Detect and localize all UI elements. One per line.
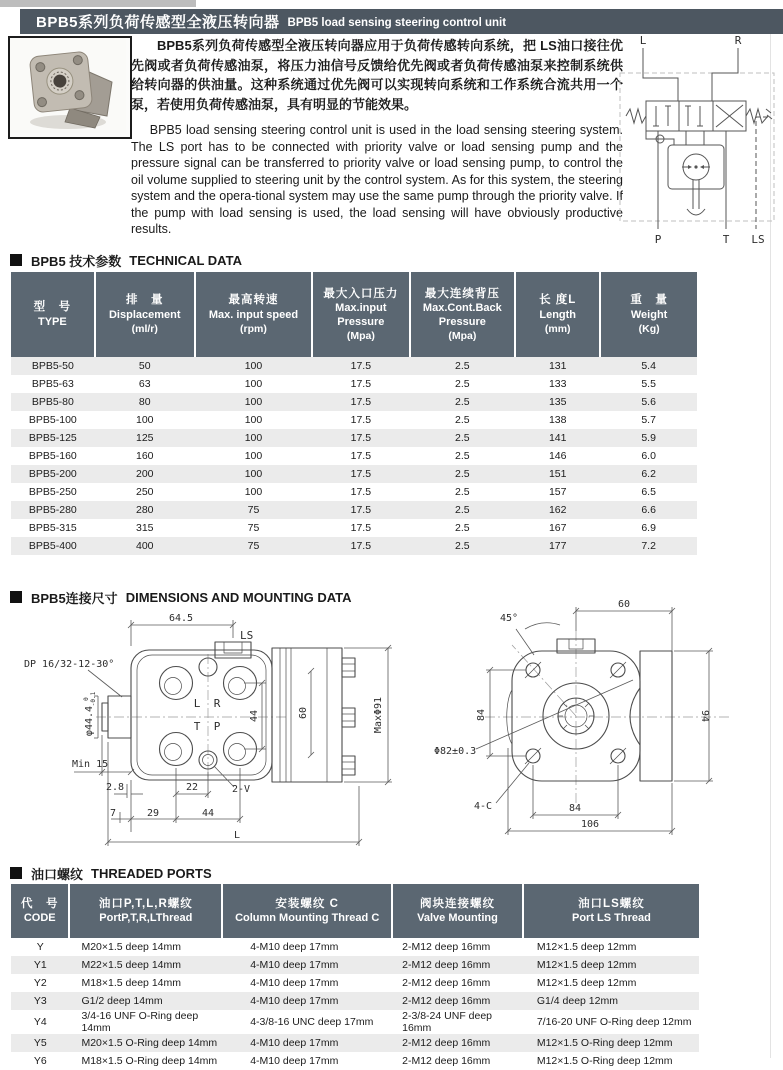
- table-cell: 2-M12 deep 16mm: [402, 1055, 491, 1067]
- table-cell: 135: [548, 396, 567, 408]
- table-cell: Y2: [33, 977, 47, 989]
- circuit-boundary-box: [620, 73, 774, 221]
- section-title-technical: [10, 252, 242, 268]
- dim-4-c: 4-C: [474, 801, 493, 812]
- dim-dp-spline: DP 16/32-12-30°: [24, 659, 115, 670]
- table-cell: 100: [244, 450, 263, 462]
- dim-84-bottom: 84: [568, 803, 582, 814]
- section-title-ports-zh: 油口螺纹: [31, 866, 84, 882]
- table-header-row: [11, 884, 699, 938]
- table-cell: 2.5: [455, 486, 470, 498]
- table-cell: M12×1.5 O-Ring deep 12mm: [536, 1055, 673, 1067]
- table-cell: 17.5: [350, 522, 372, 534]
- table-cell: BPB5-160: [28, 450, 77, 462]
- section-title-technical-zh: BPB5 技术参数: [31, 253, 122, 269]
- table-row: [11, 1052, 699, 1070]
- table-cell: 2-M12 deep 16mm: [402, 995, 491, 1007]
- table-cell: 2-M12 deep 16mm: [402, 1037, 491, 1049]
- table-cell: 2-M12 deep 16mm: [402, 977, 491, 989]
- side-port-t-label: T: [193, 720, 201, 733]
- table-row: [11, 501, 697, 519]
- table-cell: 400: [135, 540, 154, 552]
- page-title-zh: BPB5系列负荷传感型全液压转向器: [36, 14, 280, 31]
- dim-7: 7: [110, 808, 117, 819]
- front-view-drawing: [430, 593, 783, 845]
- table-row: [11, 375, 697, 393]
- table-cell: Y4: [33, 1016, 47, 1028]
- table-cell: 125: [135, 432, 154, 444]
- table-cell: 50: [138, 360, 151, 372]
- table-cell: 2-M12 deep 16mm: [402, 959, 491, 971]
- table-cell: 157: [548, 486, 567, 498]
- table-cell: 2.5: [455, 504, 470, 516]
- dim-106: 106: [580, 819, 600, 830]
- dim-29: 29: [146, 808, 160, 819]
- col-max-input-pressure: 最大入口压力 Max.input Pressure (Mpa): [312, 272, 409, 357]
- table-cell: 100: [244, 414, 263, 426]
- section-bullet-icon: [10, 254, 22, 266]
- table-cell: 63: [138, 378, 151, 390]
- table-row: [11, 992, 699, 1010]
- col-displacement: 排 量 Displacement (ml/r): [95, 272, 195, 357]
- table-cell: G1/4 deep 12mm: [536, 995, 618, 1007]
- table-cell: 6.0: [641, 450, 656, 462]
- product-photo: [8, 36, 132, 139]
- dimension-lines: [74, 620, 392, 846]
- table-cell: 17.5: [350, 396, 372, 408]
- metering-motor-symbol: [668, 145, 724, 215]
- table-cell: 5.6: [641, 396, 656, 408]
- table-cell: 280: [135, 504, 154, 516]
- dim-44: 44: [249, 709, 260, 723]
- intro-paragraph-zh: BPB5系列负荷传感型全液压转向器应用于负荷传感转向系统，把 LS油口接往优先阀或者负荷传感油泵，将压力油信号反馈给优先阀或者负荷传感油泵来控制系统供给转向器的供油量。这种系统通过优先阀可以实现转向系统和工作系统合流共用一个泵，若使用负荷传感油泵，具有明显的节能效果。: [131, 38, 623, 112]
- table-cell: 5.7: [641, 414, 656, 426]
- col-max-back-pressure: 最大连续背压 Max.Cont.Back Pressure (Mpa): [410, 272, 516, 357]
- table-cell: 100: [135, 414, 154, 426]
- dim-shaft-tol-lo: -0.1: [90, 691, 97, 707]
- table-row: [11, 465, 697, 483]
- col-column-mounting: 安装螺纹 C Column Mounting Thread C: [222, 884, 392, 938]
- table-cell: Y5: [33, 1037, 47, 1049]
- circuit-port-ls-label: LS: [751, 233, 765, 246]
- col-weight: 重 量 Weight (Kg): [600, 272, 697, 357]
- dim-44-bottom: 44: [201, 808, 215, 819]
- rear-body: [640, 651, 672, 781]
- table-cell: 5.9: [641, 432, 656, 444]
- dim-2-8: 2.8: [106, 782, 125, 793]
- section-title-technical-en: TECHNICAL DATA: [129, 252, 242, 268]
- table-cell: M12×1.5 deep 12mm: [536, 941, 637, 953]
- table-cell: BPB5-63: [31, 378, 74, 390]
- table-cell: BPB5-80: [31, 396, 74, 408]
- table-cell: 75: [247, 522, 260, 534]
- table-cell: Y3: [33, 995, 47, 1007]
- table-cell: 4-3/8-16 UNC deep 17mm: [250, 1016, 374, 1028]
- table-cell: 6.6: [641, 504, 656, 516]
- table-cell: 160: [135, 450, 154, 462]
- table-cell: M20×1.5 deep 14mm: [81, 941, 181, 953]
- table-cell: BPB5-315: [28, 522, 77, 534]
- col-port-thread: 油口P,T,L,R螺纹 PortP,T,R,LThread: [69, 884, 222, 938]
- table-cell: 4-M10 deep 17mm: [250, 995, 339, 1007]
- table-row: [11, 393, 697, 411]
- table-row: [11, 537, 697, 555]
- page-title-en: BPB5 load sensing steering control unit: [287, 16, 507, 29]
- intro-text: [131, 36, 623, 238]
- table-cell: G1/2 deep 14mm: [81, 995, 163, 1007]
- table-cell: BPB5-400: [28, 540, 77, 552]
- circuit-lines: [643, 48, 768, 229]
- table-cell: BPB5-250: [28, 486, 77, 498]
- table-cell: 17.5: [350, 360, 372, 372]
- col-valve-mounting: 阀块连接螺纹 Valve Mounting: [392, 884, 523, 938]
- table-cell: 2.5: [455, 378, 470, 390]
- table-cell: 2.5: [455, 432, 470, 444]
- side-port-r-label: R: [213, 697, 221, 710]
- table-cell: Y6: [33, 1055, 47, 1067]
- table-cell: 250: [135, 486, 154, 498]
- table-cell: 100: [244, 432, 263, 444]
- table-cell: M12×1.5 deep 12mm: [536, 959, 637, 971]
- centerlines: [485, 631, 730, 803]
- col-max-input-speed: 最高转速 Max. input speed (rpm): [195, 272, 312, 357]
- side-port-l-label: L: [193, 697, 201, 710]
- table-cell: 167: [548, 522, 567, 534]
- circuit-port-l-label: L: [639, 34, 647, 47]
- dim-max-91: MaxΦ91: [373, 696, 384, 734]
- table-cell: 2.5: [455, 414, 470, 426]
- table-row: [11, 956, 699, 974]
- table-cell: 138: [548, 414, 567, 426]
- table-cell: BPB5-125: [28, 432, 77, 444]
- dim-length-l: L: [233, 830, 241, 841]
- dim-94-right: 94: [699, 709, 710, 723]
- table-cell: 75: [247, 540, 260, 552]
- table-row: [11, 483, 697, 501]
- circuit-port-r-label: R: [734, 34, 742, 47]
- dim-min15: Min 15: [72, 759, 109, 770]
- table-cell: 2.5: [455, 468, 470, 480]
- table-cell: 4-M10 deep 17mm: [250, 1055, 339, 1067]
- table-cell: 146: [548, 450, 567, 462]
- dim-bore-82: Φ82±0.3: [434, 746, 477, 757]
- table-cell: M18×1.5 O-Ring deep 14mm: [81, 1055, 218, 1067]
- table-cell: 17.5: [350, 468, 372, 480]
- table-cell: 2.5: [455, 396, 470, 408]
- table-cell: 3/4-16 UNF O-Ring deep 14mm: [81, 1010, 199, 1034]
- table-cell: 2.5: [455, 450, 470, 462]
- table-cell: 100: [244, 486, 263, 498]
- section-title-dimensions-en: DIMENSIONS AND MOUNTING DATA: [125, 589, 352, 605]
- table-cell: 2.5: [455, 360, 470, 372]
- table-cell: M12×1.5 O-Ring deep 12mm: [536, 1037, 673, 1049]
- table-cell: 5.4: [641, 360, 656, 372]
- dim-shaft-tol-hi: 0: [83, 697, 90, 701]
- table-cell: 2-M12 deep 16mm: [402, 941, 491, 953]
- section-bullet-icon: [10, 867, 22, 879]
- table-cell: BPB5-200: [28, 468, 77, 480]
- table-cell: 131: [548, 360, 567, 372]
- dim-64-5: 64.5: [168, 613, 194, 624]
- table-cell: 17.5: [350, 378, 372, 390]
- side-port-p-label: P: [213, 720, 221, 733]
- table-row: [11, 1034, 699, 1052]
- table-cell: 17.5: [350, 486, 372, 498]
- table-row: [11, 938, 699, 956]
- dim-45deg: 45°: [500, 613, 519, 624]
- table-cell: BPB5-50: [31, 360, 74, 372]
- page-title-bar: [20, 9, 783, 34]
- table-cell: M12×1.5 deep 12mm: [536, 977, 637, 989]
- dim-shaft-dia: φ44.4: [84, 705, 95, 737]
- table-cell: 17.5: [350, 432, 372, 444]
- dim-ls-label: LS: [240, 629, 254, 642]
- table-cell: 315: [135, 522, 154, 534]
- col-length: 长 度L Length (mm): [515, 272, 600, 357]
- table-cell: M18×1.5 deep 14mm: [81, 977, 181, 989]
- table-cell: 2.5: [455, 540, 470, 552]
- page-edge-strip: [0, 0, 196, 7]
- table-row: [11, 357, 697, 375]
- dim-84-left: 84: [476, 708, 487, 722]
- intro-paragraph-en: BPB5 load sensing steering control unit is used in the load sensing steering system. The LS port has to be connected with priority valve or load sensing pump and the pressure signal can be transferred to priority valve or load sensing pump, to control the oil volume supplied to steering unit by the control system. As for this system, the steering system and the opera-tional system may use the same pump through the priority valve. If the pump with load sensing is used, the load sensing will have obviously productive results.: [131, 123, 623, 236]
- col-type: 型 号 TYPE: [11, 272, 95, 357]
- steering-unit-image: [10, 38, 126, 133]
- dim-22: 22: [185, 782, 199, 793]
- dim-60-top: 60: [617, 599, 631, 610]
- table-cell: 17.5: [350, 450, 372, 462]
- table-cell: 200: [135, 468, 154, 480]
- table-row: [11, 1010, 699, 1034]
- spring-symbols: [626, 109, 772, 123]
- table-cell: 177: [548, 540, 567, 552]
- table-cell: 7/16-20 UNF O-Ring deep 12mm: [536, 1016, 692, 1028]
- table-cell: 4-M10 deep 17mm: [250, 977, 339, 989]
- table-row: [11, 411, 697, 429]
- table-cell: 162: [548, 504, 567, 516]
- table-cell: 5.5: [641, 378, 656, 390]
- flange-outline: [507, 651, 640, 781]
- table-cell: 6.9: [641, 522, 656, 534]
- table-cell: 17.5: [350, 504, 372, 516]
- section-title-ports: [10, 865, 212, 881]
- table-cell: 4-M10 deep 17mm: [250, 959, 339, 971]
- dim-2-v: 2-V: [232, 784, 251, 795]
- technical-data-table: [11, 272, 697, 555]
- table-cell: 6.2: [641, 468, 656, 480]
- table-cell: 4-M10 deep 17mm: [250, 1037, 339, 1049]
- table-cell: BPB5-100: [28, 414, 77, 426]
- directional-valve-symbol: [646, 101, 746, 131]
- table-cell: 100: [244, 468, 263, 480]
- table-cell: M20×1.5 O-Ring deep 14mm: [81, 1037, 218, 1049]
- table-row: [11, 429, 697, 447]
- col-ls-thread: 油口LS螺纹 Port LS Thread: [523, 884, 699, 938]
- table-cell: 17.5: [350, 414, 372, 426]
- table-cell: 2-3/8-24 UNF deep 16mm: [402, 1010, 493, 1034]
- table-cell: 100: [244, 378, 263, 390]
- table-row: [11, 447, 697, 465]
- table-cell: Y: [36, 941, 44, 953]
- hydraulic-circuit-diagram: [616, 33, 783, 251]
- table-cell: 151: [548, 468, 567, 480]
- circuit-port-p-label: P: [654, 233, 662, 246]
- side-view-drawing: [10, 600, 430, 848]
- table-cell: BPB5-280: [28, 504, 77, 516]
- circuit-port-t-label: T: [722, 233, 730, 246]
- threaded-ports-table: [11, 884, 699, 1070]
- dim-60: 60: [298, 706, 309, 720]
- table-cell: 7.2: [641, 540, 656, 552]
- table-cell: 17.5: [350, 540, 372, 552]
- table-cell: 133: [548, 378, 567, 390]
- table-cell: 100: [244, 360, 263, 372]
- table-header-row: [11, 272, 697, 357]
- table-cell: Y1: [33, 959, 47, 971]
- table-cell: 6.5: [641, 486, 656, 498]
- table-cell: 100: [244, 396, 263, 408]
- table-cell: 80: [138, 396, 151, 408]
- table-cell: M22×1.5 deep 14mm: [81, 959, 181, 971]
- table-cell: 75: [247, 504, 260, 516]
- section-title-dimensions-zh: BPB5连接尺寸: [31, 590, 118, 606]
- table-row: [11, 974, 699, 992]
- table-row: [11, 519, 697, 537]
- table-cell: 141: [548, 432, 567, 444]
- table-cell: 4-M10 deep 17mm: [250, 941, 339, 953]
- table-cell: 2.5: [455, 522, 470, 534]
- section-title-ports-en: THREADED PORTS: [91, 865, 212, 881]
- col-code: 代 号 CODE: [11, 884, 69, 938]
